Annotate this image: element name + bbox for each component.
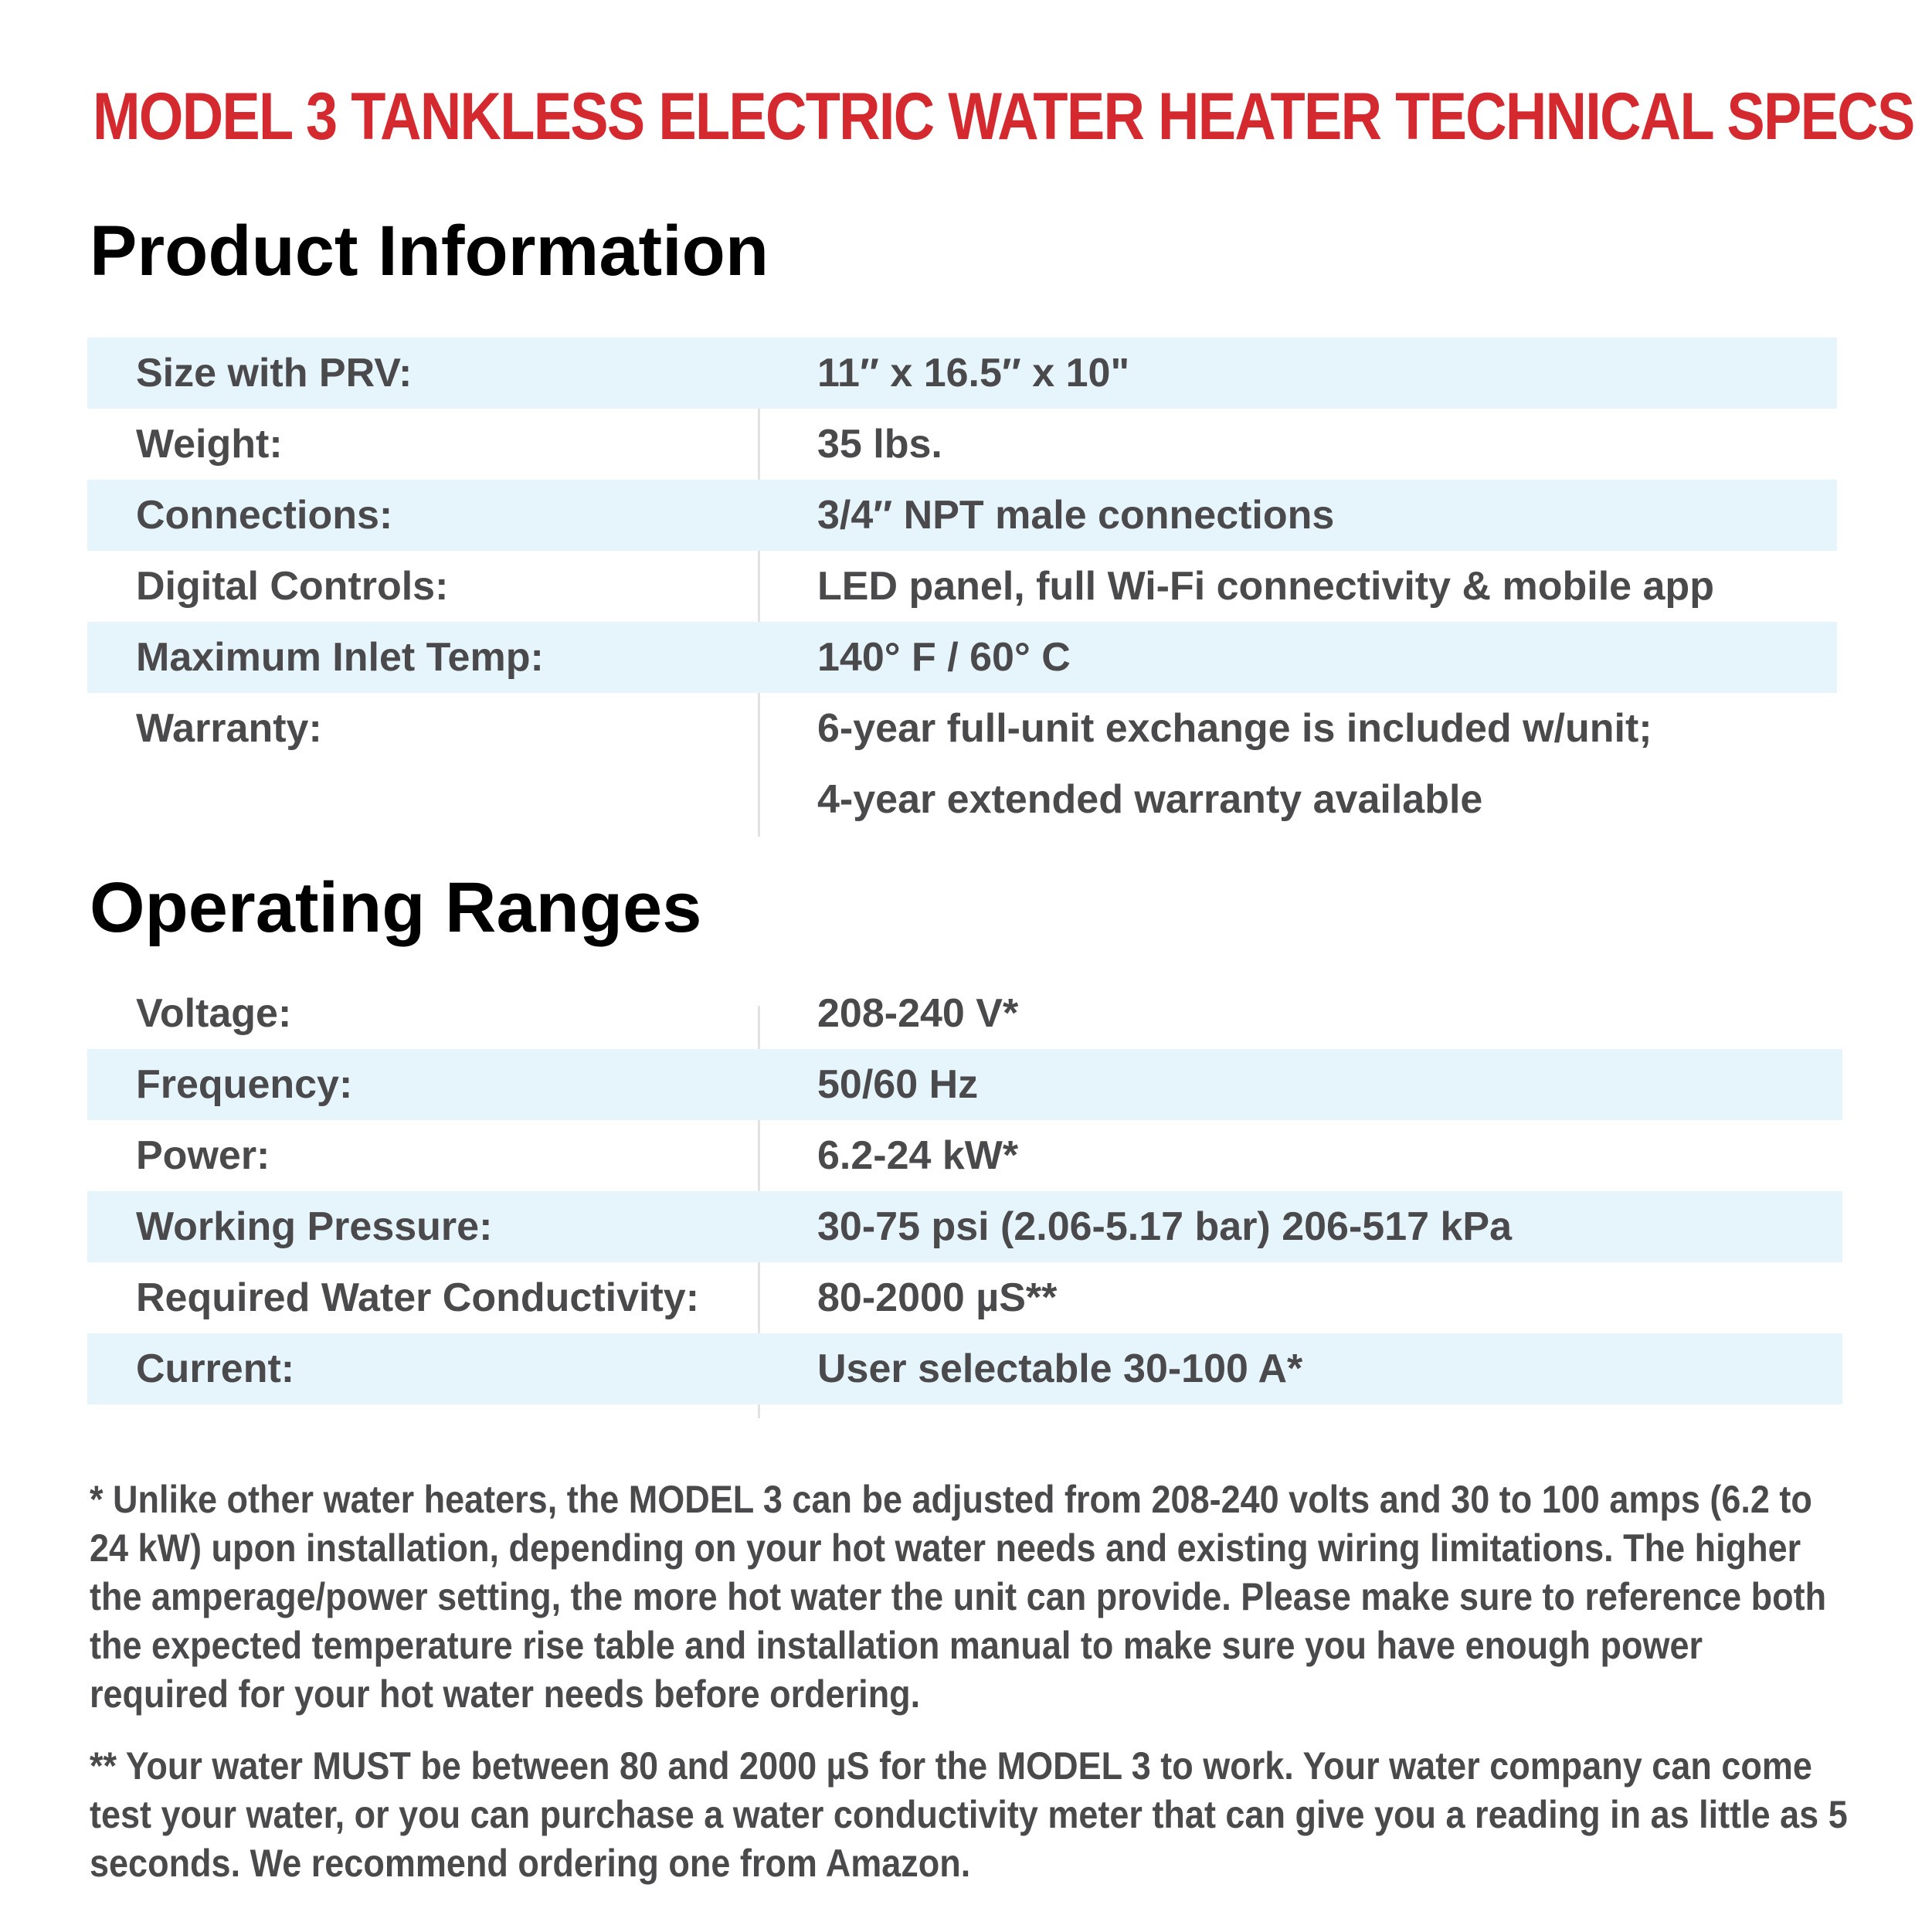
spec-label: Current: xyxy=(136,1346,295,1391)
spec-label: Connections: xyxy=(136,493,393,538)
spec-value: LED panel, full Wi-Fi connectivity & mobile app xyxy=(817,564,1714,609)
spec-value: 50/60 Hz xyxy=(817,1062,979,1107)
spec-value: User selectable 30-100 A* xyxy=(817,1346,1303,1391)
section-heading-operating-ranges: Operating Ranges xyxy=(90,868,702,947)
table-row xyxy=(87,1262,1842,1333)
table-row xyxy=(87,1120,1842,1191)
spec-value: 30-75 psi (2.06-5.17 bar) 206-517 kPa xyxy=(817,1204,1513,1249)
footnote-double-asterisk: ** Your water MUST be between 80 and 2000 µS for the MODEL 3 to work. Your water company can come test your water, or you can purchase a water conductivity meter that can give you a reading in as little as 5 seconds. We recommend ordering one from Amazon. xyxy=(90,1744,1848,1885)
spec-value: 3/4″ NPT male connections xyxy=(817,493,1335,538)
spec-label: Frequency: xyxy=(136,1062,353,1107)
table-row xyxy=(87,409,1837,480)
section-heading-product-information: Product Information xyxy=(90,212,769,290)
table-row xyxy=(87,1049,1842,1120)
spec-label: Warranty: xyxy=(136,706,322,751)
spec-value-line-1: 6-year full-unit exchange is included w/unit; xyxy=(817,706,1652,751)
table-row xyxy=(87,1333,1842,1404)
spec-label: Required Water Conductivity: xyxy=(136,1275,700,1320)
table-row xyxy=(87,480,1837,551)
table-row xyxy=(87,693,1837,835)
table-row xyxy=(87,978,1842,1049)
spec-label: Digital Controls: xyxy=(136,564,449,609)
spec-label: Voltage: xyxy=(136,991,292,1036)
page-title: MODEL 3 TANKLESS ELECTRIC WATER HEATER TECHNICAL SPECS xyxy=(93,80,1914,154)
spec-label: Maximum Inlet Temp: xyxy=(136,635,544,680)
spec-label: Working Pressure: xyxy=(136,1204,493,1249)
spec-value: 35 lbs. xyxy=(817,422,942,467)
spec-value-line-2: 4-year extended warranty available xyxy=(817,777,1483,822)
table-row xyxy=(87,338,1837,409)
operating-ranges-table xyxy=(87,978,1842,1404)
spec-label: Power: xyxy=(136,1133,270,1178)
table-row xyxy=(87,622,1837,693)
spec-value: 11″ x 16.5″ x 10" xyxy=(817,351,1130,396)
spec-value: 6.2-24 kW* xyxy=(817,1133,1019,1178)
table-row xyxy=(87,551,1837,622)
spec-label: Weight: xyxy=(136,422,283,467)
table-row xyxy=(87,1191,1842,1262)
spec-value: 140° F / 60° C xyxy=(817,635,1071,680)
spec-value: 208-240 V* xyxy=(817,991,1019,1036)
spec-label: Size with PRV: xyxy=(136,351,413,396)
footnote-single-asterisk: * Unlike other water heaters, the MODEL 3 can be adjusted from 208-240 volts and 30 to 100 amps (6.2 to 24 kW) upon installation, depending on your hot water needs and existing wiring limitations. The higher the amperage/power setting, the more hot water the unit can provide. Please make sure to reference both the expected temperature rise table and installation manual to make sure you have enough power required for your hot water needs before ordering. xyxy=(90,1478,1827,1716)
spec-value: 80-2000 µS** xyxy=(817,1275,1058,1320)
product-information-table xyxy=(87,338,1837,835)
